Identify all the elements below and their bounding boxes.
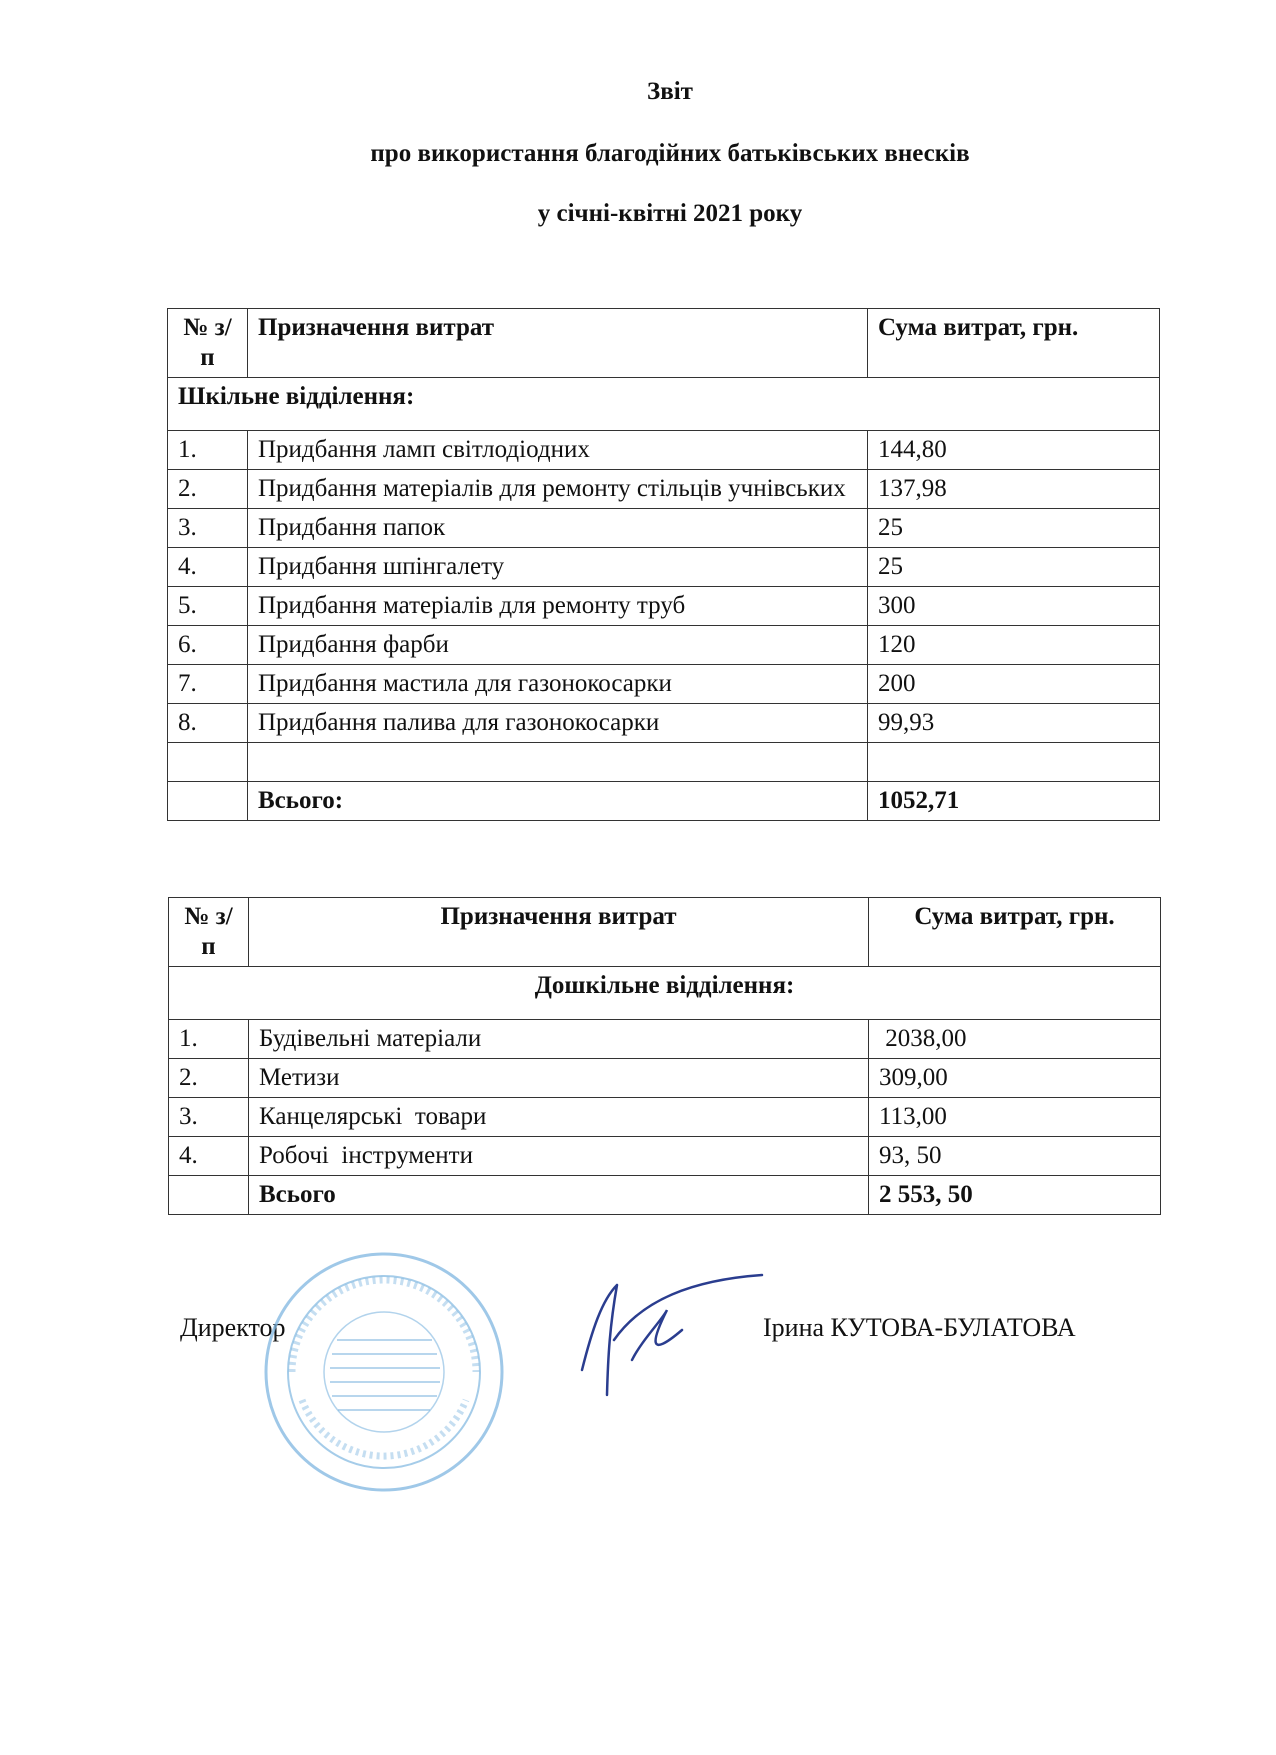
- school-expenses-table: [167, 308, 1160, 821]
- row-amount: 137,98: [868, 470, 1160, 509]
- header-number: № з/п: [169, 898, 249, 967]
- table-header-row: [168, 309, 1160, 378]
- table-row: [168, 587, 1160, 626]
- preschool-expenses-table: [168, 897, 1161, 1215]
- row-number: 5.: [168, 587, 248, 626]
- row-purpose: Придбання ламп світлодіодних: [248, 431, 868, 470]
- row-amount: 309,00: [869, 1059, 1161, 1098]
- header-amount: Сума витрат, грн.: [868, 309, 1160, 378]
- row-amount: 2038,00: [869, 1020, 1161, 1059]
- total-row: [169, 1176, 1161, 1215]
- total-label: Всього:: [248, 782, 868, 821]
- table-row: [168, 431, 1160, 470]
- row-amount: 25: [868, 548, 1160, 587]
- row-purpose: Придбання мастила для газонокосарки: [248, 665, 868, 704]
- row-amount: 144,80: [868, 431, 1160, 470]
- row-purpose: Придбання шпінгалету: [248, 548, 868, 587]
- row-amount: 200: [868, 665, 1160, 704]
- row-number: 8.: [168, 704, 248, 743]
- signatory-name: Ірина КУТОВА-БУЛАТОВА: [763, 1313, 1076, 1342]
- table-row: [169, 1059, 1161, 1098]
- section-title: Дошкільне відділення:: [169, 967, 1161, 1020]
- document-period: у січні-квітні 2021 року: [537, 200, 803, 227]
- section-row: [168, 378, 1160, 431]
- header-purpose: Призначення витрат: [249, 898, 869, 967]
- row-number: 1.: [169, 1020, 249, 1059]
- row-purpose: Метизи: [249, 1059, 869, 1098]
- header-number: № з/п: [168, 309, 248, 378]
- table-row: [168, 548, 1160, 587]
- total-label: Всього: [249, 1176, 869, 1215]
- total-value: 1052,71: [868, 782, 1160, 821]
- row-number: 4.: [169, 1137, 249, 1176]
- row-purpose: Придбання матеріалів для ремонту стільців учнівських: [248, 470, 868, 509]
- row-purpose: Канцелярські товари: [249, 1098, 869, 1137]
- row-purpose: Будівельні матеріали: [249, 1020, 869, 1059]
- official-stamp: [262, 1250, 507, 1495]
- row-number: 4.: [168, 548, 248, 587]
- row-number: 3.: [169, 1098, 249, 1137]
- row-number: 1.: [168, 431, 248, 470]
- row-purpose: Придбання папок: [248, 509, 868, 548]
- header-purpose: Призначення витрат: [248, 309, 868, 378]
- row-purpose: Придбання палива для газонокосарки: [248, 704, 868, 743]
- row-purpose: Робочі інструменти: [249, 1137, 869, 1176]
- row-amount: 113,00: [869, 1098, 1161, 1137]
- table-row: [169, 1020, 1161, 1059]
- row-amount: 93, 50: [869, 1137, 1161, 1176]
- row-purpose: Придбання фарби: [248, 626, 868, 665]
- empty-row: [168, 743, 1160, 782]
- signatory-position: Директор: [180, 1313, 286, 1342]
- document-title: Звіт: [647, 78, 693, 105]
- table-row: [169, 1098, 1161, 1137]
- table-row: [168, 704, 1160, 743]
- row-amount: 120: [868, 626, 1160, 665]
- row-number: 7.: [168, 665, 248, 704]
- row-number: 2.: [168, 470, 248, 509]
- table-row: [168, 626, 1160, 665]
- total-value: 2 553, 50: [869, 1176, 1161, 1215]
- row-number: 2.: [169, 1059, 249, 1098]
- table-row: [168, 509, 1160, 548]
- row-number: 3.: [168, 509, 248, 548]
- row-amount: 300: [868, 587, 1160, 626]
- table-row: [169, 1137, 1161, 1176]
- header-amount: Сума витрат, грн.: [869, 898, 1161, 967]
- handwritten-signature: [572, 1270, 772, 1400]
- section-row: [169, 967, 1161, 1020]
- row-purpose: Придбання матеріалів для ремонту труб: [248, 587, 868, 626]
- table-row: [168, 470, 1160, 509]
- total-row: [168, 782, 1160, 821]
- row-amount: 99,93: [868, 704, 1160, 743]
- document-subtitle: про використання благодійних батьківських внесків: [370, 140, 970, 167]
- row-number: 6.: [168, 626, 248, 665]
- table-row: [168, 665, 1160, 704]
- table-header-row: [169, 898, 1161, 967]
- section-title: Шкільне відділення:: [168, 378, 1160, 431]
- row-amount: 25: [868, 509, 1160, 548]
